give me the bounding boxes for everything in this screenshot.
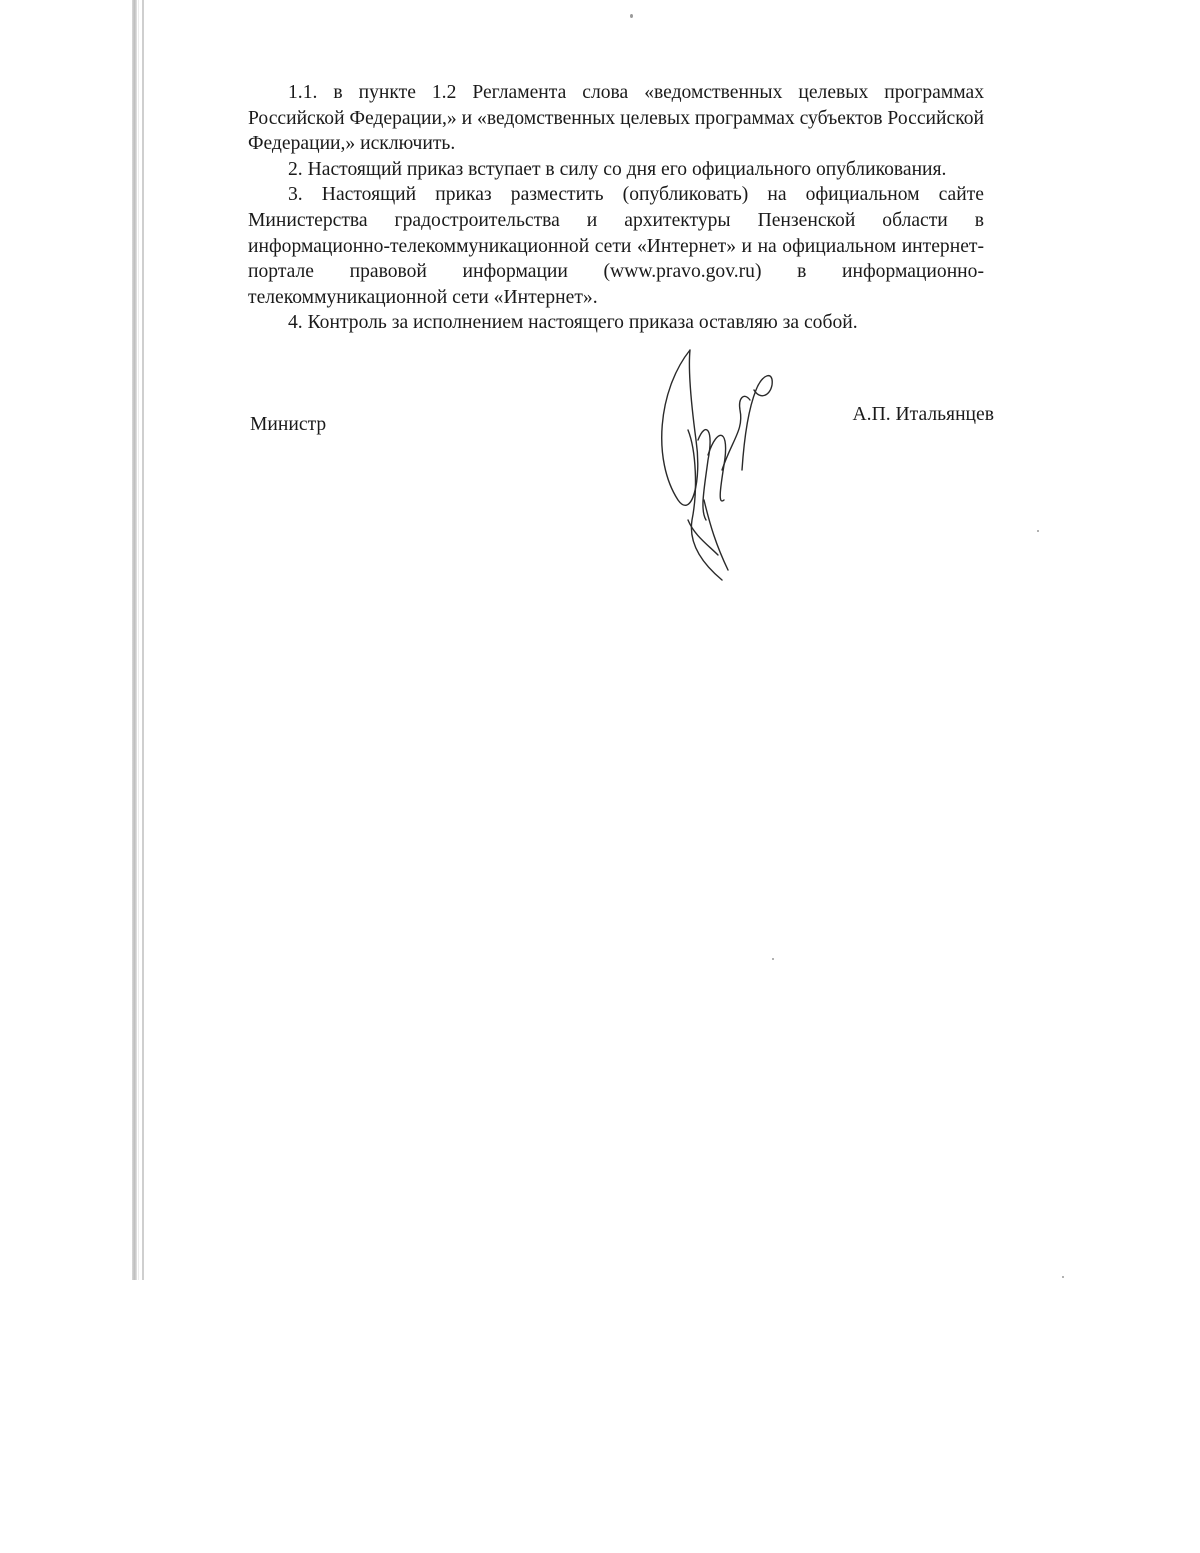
paragraph-4: 4. Контроль за исполнением настоящего приказа оставляю за собой. xyxy=(288,312,858,334)
scan-speck xyxy=(1037,530,1039,532)
scan-speck xyxy=(1062,1276,1064,1278)
scan-binding-edge xyxy=(128,0,152,1280)
paragraph-1-1: 1.1. в пункте 1.2 Регламента слова «ведомственных целевых программах Российской Федерации,» и «ведомственных целевых программах субъектов Российской Федерации,» исключить. xyxy=(248,82,984,155)
handwritten-signature xyxy=(648,330,788,590)
signer-name: А.П. Итальянцев xyxy=(852,404,994,425)
paragraph-3: 3. Настоящий приказ разместить (опубликовать) на официальном сайте Министерства градостроительства и архитектуры Пензенской области в информационно-телекоммуникационной сети «Интернет» и на официальном интернет-портале правовой информации (www.pravo.gov.ru) в информационно-телекоммуникационной сети «Интернет». xyxy=(248,184,984,308)
signer-title: Министр xyxy=(250,414,327,435)
scan-speck xyxy=(772,958,774,960)
scan-speck xyxy=(630,14,633,18)
document-body xyxy=(248,80,984,336)
paragraph-2: 2. Настоящий приказ вступает в силу со дня его официального опубликования. xyxy=(288,158,947,180)
